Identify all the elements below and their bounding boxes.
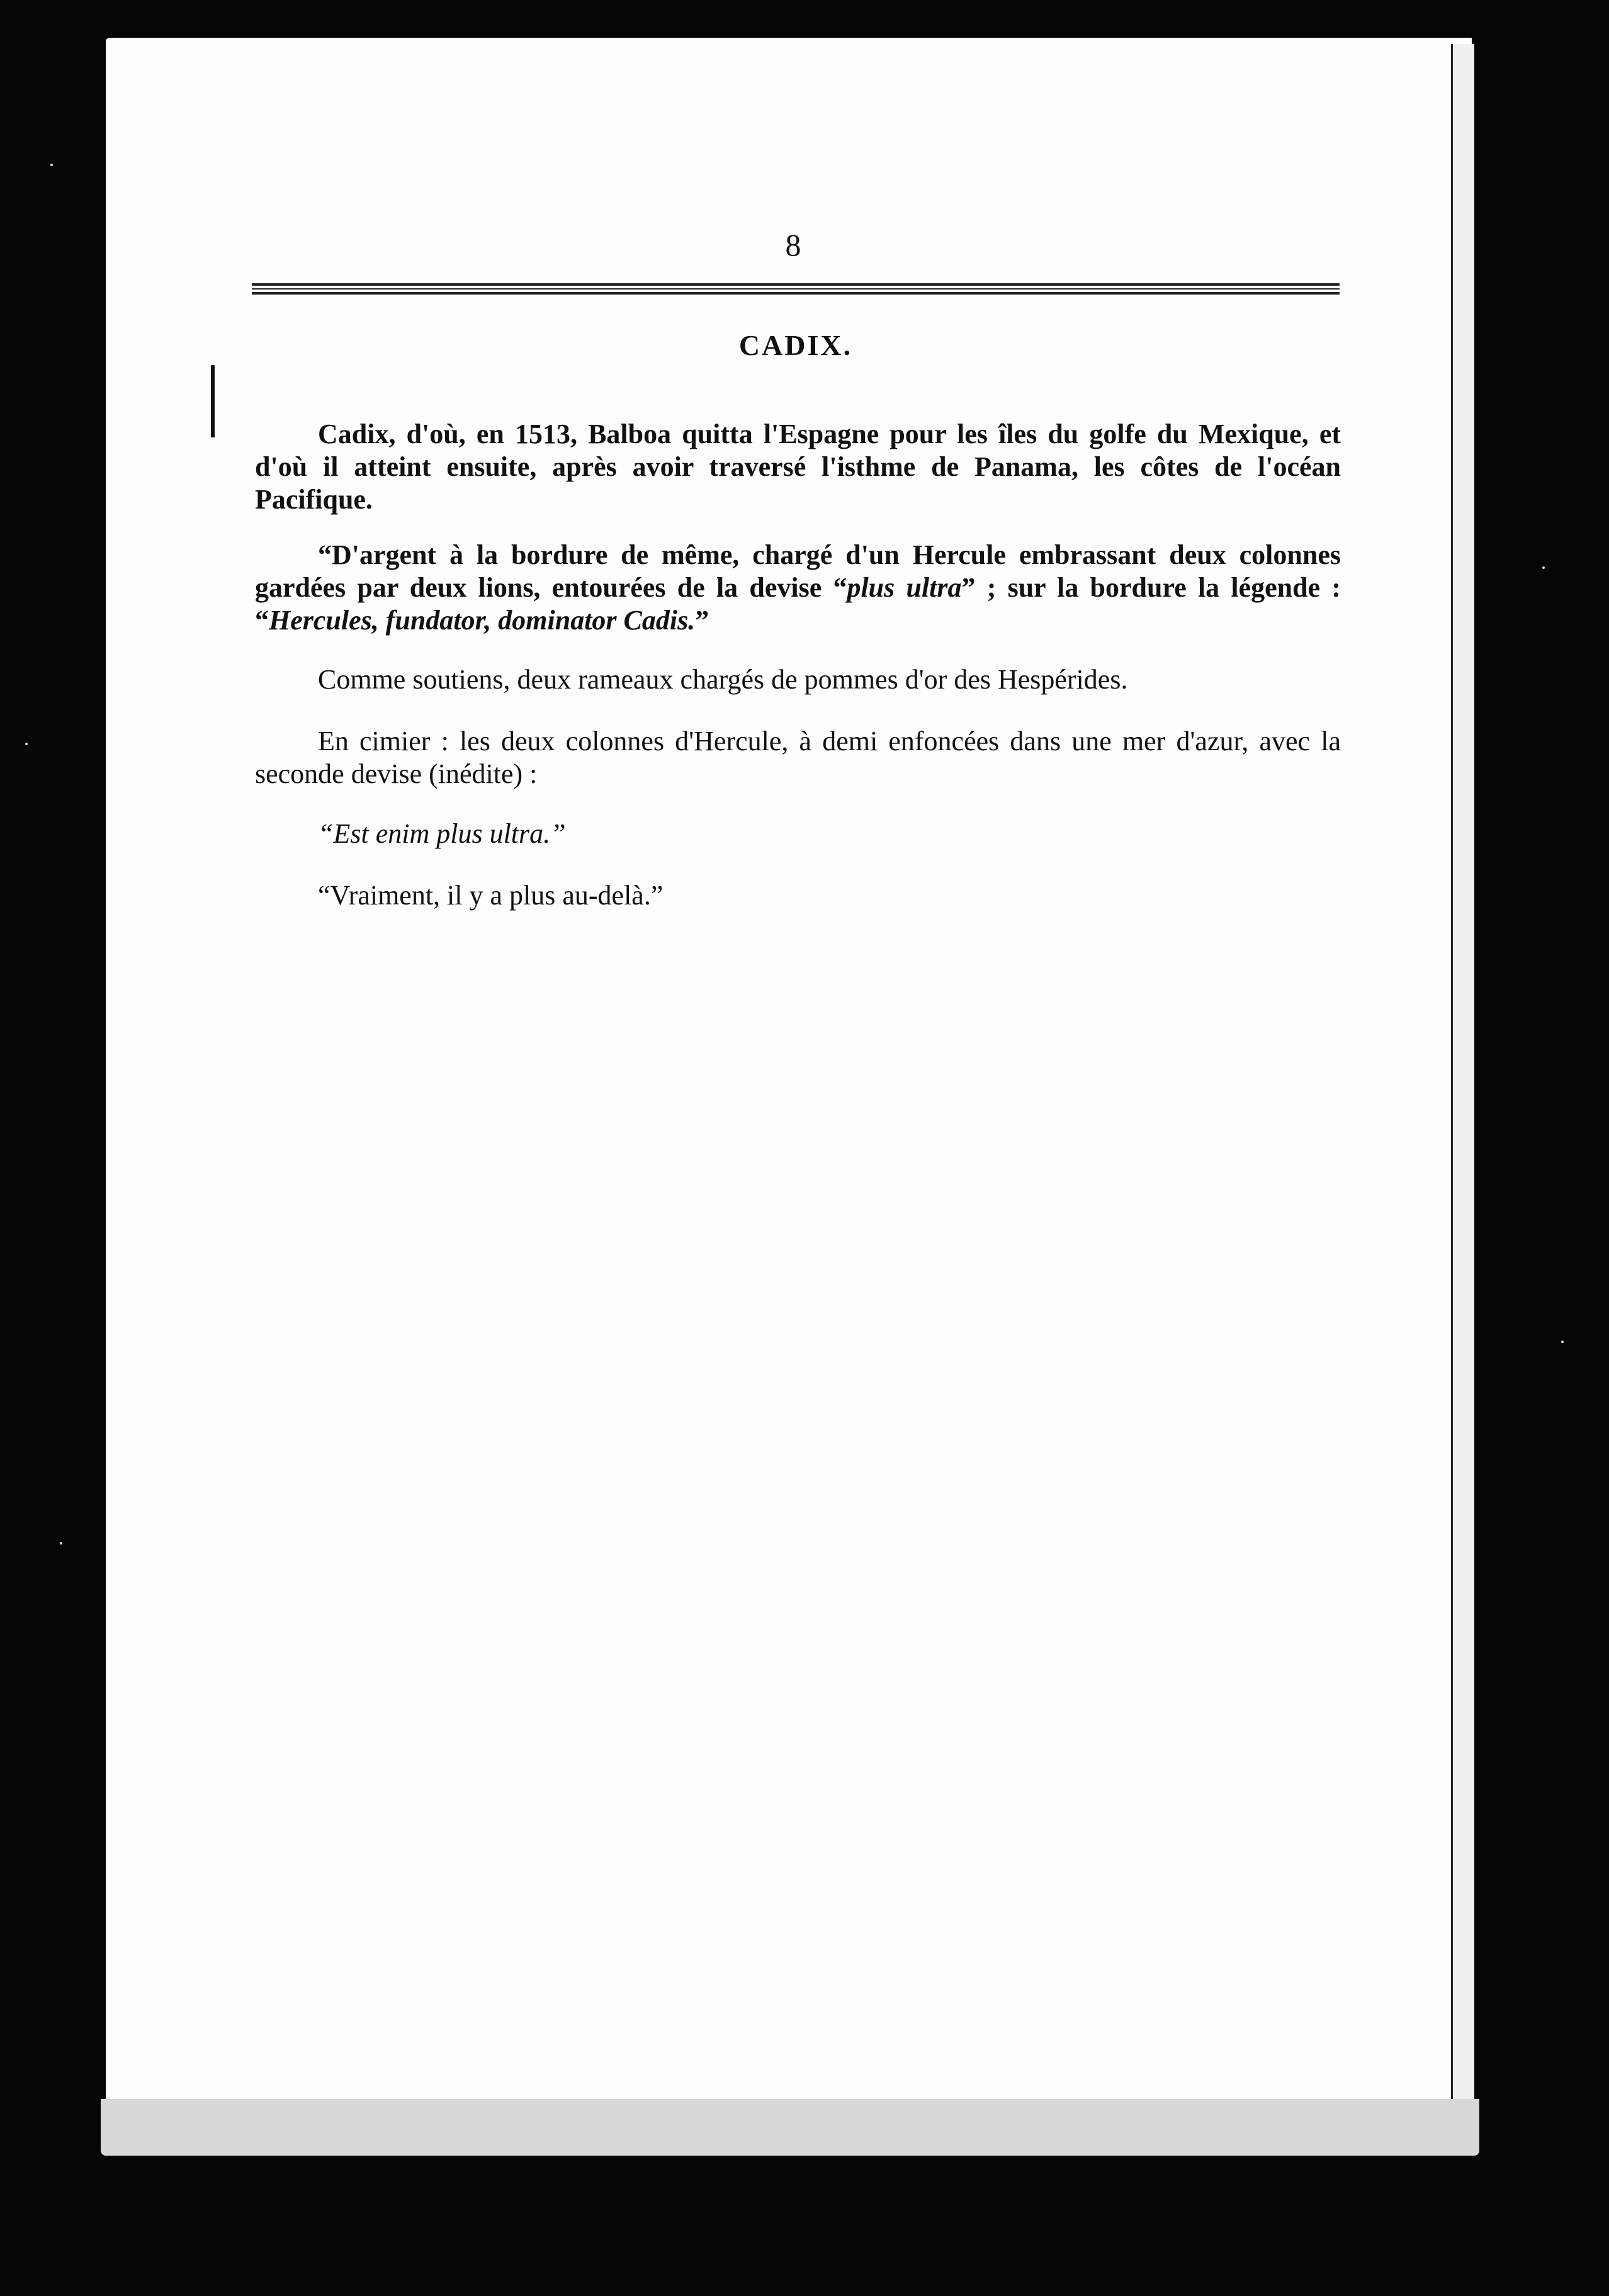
blazon-text-e: ” — [695, 605, 709, 636]
blazon-legend: Hercules, fundator, dominator Cadis. — [269, 605, 696, 636]
header-rule-bottom — [252, 292, 1340, 295]
paragraph-supporters: Comme soutiens, deux rameaux chargés de pommes d'or des Hespérides. — [318, 664, 1128, 695]
scan-speck — [50, 164, 53, 166]
paragraph-crest: En cimier : les deux colonnes d'Hercule, à demi enfoncées dans une mer d'azur, avec la seconde devise (inédite) : — [255, 726, 1341, 789]
paragraph-history: Cadix, d'où, en 1513, Balboa quitta l'Espagne pour les îles du golfe du Mexique, et d'où il atteint ensuite, après avoir traversé l'isthme de Panama, les côtes de l'océan Pacifique. — [255, 419, 1341, 515]
blazon-motto: plus ultra — [847, 572, 962, 603]
motto-latin — [318, 818, 1325, 850]
blazon-text-c: ” ; sur la bordure la légende : “ — [255, 572, 1341, 636]
blazon-text-a: “D'argent à la bordure de même, chargé d'un Hercule embrassant deux colonnes gardées par deux lions, entourées de la devise “ — [255, 539, 1341, 603]
paragraph-blazon — [255, 539, 1341, 637]
scan-speck — [25, 743, 28, 745]
header-rule-top — [252, 283, 1340, 286]
scan-speck — [1542, 566, 1545, 569]
scan-speck — [60, 1542, 62, 1545]
section-title: CADIX. — [738, 329, 853, 361]
page-bottom-edge — [101, 2099, 1479, 2156]
scan-speck — [1561, 1341, 1564, 1343]
page-edge — [1451, 44, 1474, 2140]
motto-latin-text: “Est enim plus ultra.” — [318, 818, 566, 849]
header-rule-middle — [252, 288, 1340, 290]
page-number: 8 — [785, 227, 801, 262]
scan-mark — [211, 365, 215, 437]
motto-french: “Vraiment, il y a plus au-delà.” — [318, 880, 663, 911]
